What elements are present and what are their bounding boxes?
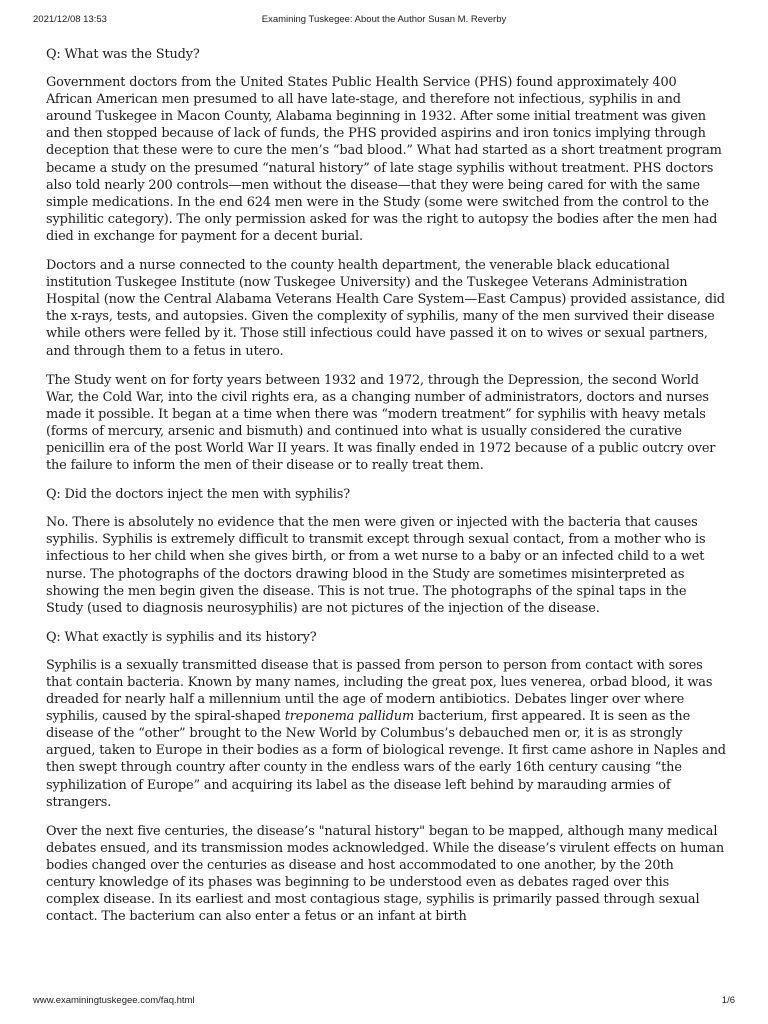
print-page-title: Examining Tuskegee: About the Author Susan M. Reverby (261, 14, 507, 25)
faq-question: Q: What was the Study? (46, 47, 200, 62)
faq-answer-paragraph: Doctors and a nurse connected to the county health department, the venerable black educational institution Tuskegee Institute (now Tuskegee University) and the Tuskegee Veterans Administration Hospital (now the Central Alabama Veterans Health Care System—East Campus) provided assistance, did the x-rays, tests, and autopsies. Given the complexity of syphilis, many of the men survived their disease while others were felled by it. Those still infectious could have passed it on to wives or sexual partners, and through them to a fetus in utero. (46, 258, 725, 359)
species-name-italic: treponema pallidum (284, 709, 415, 725)
faq-answer-paragraph: No. There is absolutely no evidence that the men were given or injected with the bacteria that causes syphilis. Syphilis is extremely difficult to transmit except through sexual contact, from a mother who is infectious to her child when she gives birth, or from a wet nurse to a baby or an infected child to a wet nurse. The photographs of the doctors drawing blood in the Study are sometimes misinterpreted as showing the men begin given the disease. This is not true. The photographs of the spinal taps in the Study (used to diagnosis neurosyphilis) are not pictures of the injection of the disease. (46, 515, 706, 616)
print-footer (33, 995, 735, 1009)
faq-answer-paragraph (46, 657, 726, 811)
faq-content (46, 46, 726, 925)
page-number: 1/6 (721, 995, 735, 1006)
faq-question: Q: Did the doctors inject the men with syphilis? (46, 487, 350, 503)
print-header (33, 14, 735, 28)
faq-answer-paragraph: The Study went on for forty years between 1932 and 1972, through the Depression, the second World War, the Cold War, into the civil rights era, as a changing number of administrators, doctors and nurses made it possible. It began at a time when there was “modern treatment” for syphilis with heavy metals (forms of mercury, arsenic and bismuth) and continued into what is usually considered the curative penicillin era of the post World War II years. It was finally ended in 1972 because of a public outcry over the failure to inform the men of their disease or to really treat them. (46, 372, 716, 474)
print-datetime: 2021/12/08 13:53 (33, 14, 107, 25)
page-url: www.examiningtuskegee.com/faq.html (33, 995, 195, 1006)
paragraph-text: Syphilis is a sexually transmitted disease that is passed from person to person from contact with sores that contain bacteria. Known by many names, including the great pox, lues venerea, orbad blood, it was dreaded for nearly half a millennium until the age of modern antibiotics. Debates linger over where syphilis, caused by the spiral-shaped (46, 657, 713, 725)
faq-answer-paragraph: Over the next five centuries, the disease’s "natural history" began to be mapped, although many medical debates ensued, and its transmission modes acknowledged. While the disease’s virulent effects on human bodies changed over the centuries as disease and host accommodated to one another, by the 20th century knowledge of its phases was beginning to be understood even as debates raged over this complex disease. In its earliest and most contagious stage, syphilis is primarily passed through sexual contact. The bacterium can also enter a fetus or an infant at birth (46, 823, 725, 925)
faq-answer-paragraph: Government doctors from the United States Public Health Service (PHS) found approximately 400 African American men presumed to all have late-stage, and therefore not infectious, syphilis in and around Tuskegee in Macon County, Alabama beginning in 1932. After some initial treatment was given and then stopped because of lack of funds, the PHS provided aspirins and iron tonics implying through deception that these were to cure the men’s “bad blood.” What had started as a short treatment program became a study on the presumed “natural history” of late stage syphilis without treatment. PHS doctors also told nearly 200 controls—men without the disease—that they were being cared for with the same simple medications. In the end 624 men were in the Study (some were switched from the control to the syphilitic category). The only permission asked for was the right to autopsy the bodies after the men had died in exchange for payment for a decent burial. (46, 75, 722, 244)
faq-question: Q: What exactly is syphilis and its history? (46, 629, 317, 645)
paragraph-text: bacterium, first appeared. It is seen as the disease of the “other” brought to the New World by Columbus’s debauched men or, it is as strongly argued, taken to Europe in their bodies as a form of biological revenge. It first came ashore in Naples and then swept through country after county in the endless wars of the early 16th century causing “the syphilization of Europe” and acquiring its label as the disease left behind by marauding armies of strangers. (46, 709, 726, 810)
